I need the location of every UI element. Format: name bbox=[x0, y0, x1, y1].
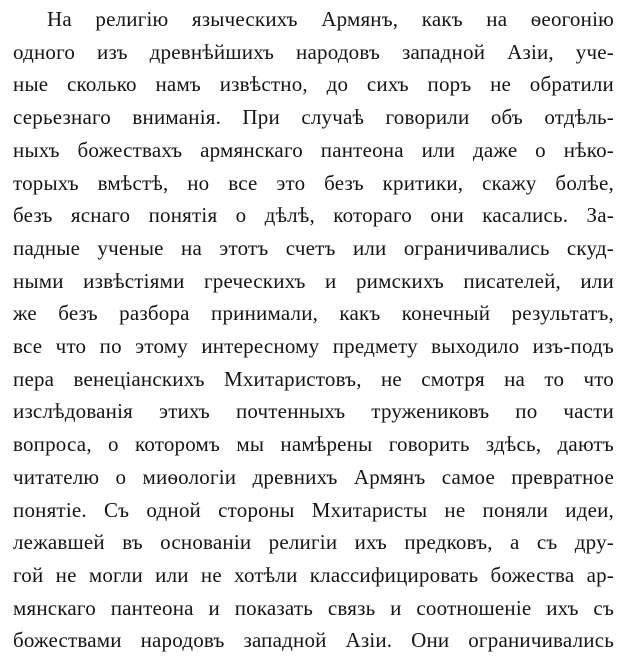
paragraph-line: изслѣдованія этихъ почтенныхъ тружениковъ по части bbox=[13, 399, 614, 424]
paragraph-line: одного изъ древнѣйшихъ народовъ западной Азіи, уче- bbox=[13, 39, 614, 64]
paragraph-line: ными извѣстіями греческихъ и римскихъ писателей, или bbox=[13, 268, 614, 293]
paragraph-line: понятіе. Съ одной стороны Мхитаристы не поняли идеи, bbox=[13, 497, 614, 522]
paragraph-line: ныхъ божествахъ армянскаго пантеона или даже о нѣко- bbox=[13, 137, 614, 162]
paragraph-line: гой не могли или не хотѣли классифицировать божества ар- bbox=[13, 562, 614, 587]
paragraph-line: вопроса, о которомъ мы намѣрены говорить здѣсь, даютъ bbox=[13, 432, 614, 457]
paragraph-line: божествами народовъ западной Азіи. Они ограничивались bbox=[13, 628, 614, 653]
paragraph-line: серьезнаго вниманія. При случаѣ говорили объ отдѣль- bbox=[13, 105, 614, 130]
paragraph-line: же безъ разбора принимали, какъ конечный результатъ, bbox=[13, 301, 614, 326]
paragraph-line: На религію языческихъ Армянъ, какъ на ѳеогонію bbox=[47, 7, 614, 31]
paragraph-line: безъ яснаго понятія о дѣлѣ, котораго они касались. За- bbox=[13, 203, 614, 228]
paragraph-line: лежавшей въ основаніи религіи ихъ предковъ, а съ дру- bbox=[13, 530, 614, 555]
paragraph-line: мянскаго пантеона и показать связь и соотношеніе ихъ съ bbox=[13, 595, 614, 620]
paragraph-line: читателю о миѳологіи древнихъ Армянъ самое превратное bbox=[13, 464, 614, 489]
paragraph-line: пера венеціанскихъ Мхитаристовъ, не смотря на то что bbox=[13, 366, 614, 391]
paragraph-line: ные сколько намъ извѣстно, до сихъ поръ не обратили bbox=[13, 72, 614, 97]
paragraph bbox=[13, 3, 614, 657]
paragraph-line: торыхъ вмѣстѣ, но все это безъ критики, скажу болѣе, bbox=[13, 170, 614, 195]
paragraph-line: все что по этому интересному предмету выходило изъ-подъ bbox=[13, 334, 614, 359]
paragraph-line: падные ученые на этотъ счетъ или ограничивались скуд- bbox=[13, 235, 614, 260]
